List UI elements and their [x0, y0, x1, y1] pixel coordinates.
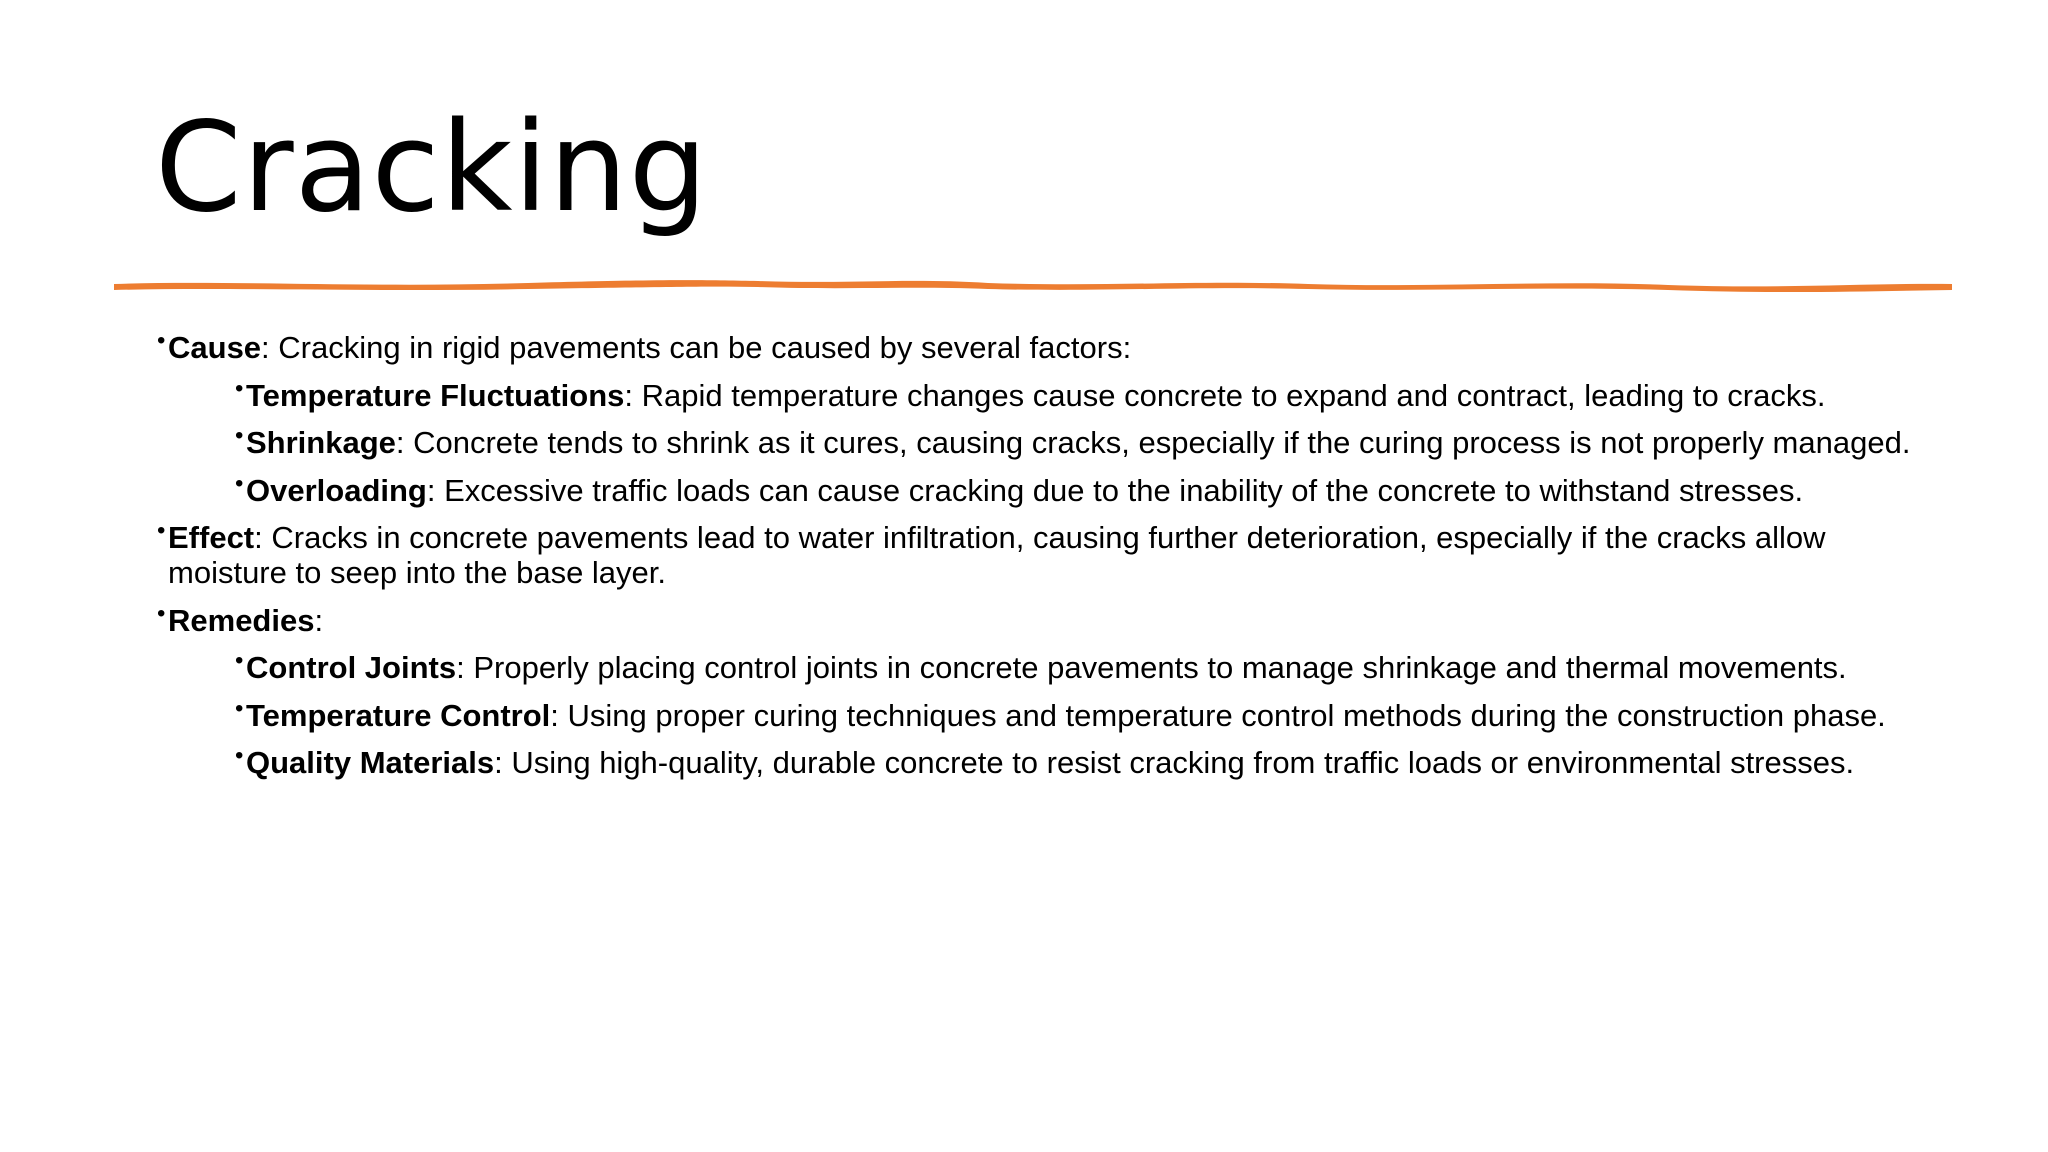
bullet-text: : Properly placing control joints in concrete pavements to manage shrinkage and thermal movements.	[456, 650, 1847, 685]
bullet-glyph: •	[235, 374, 244, 402]
bullet-text: : Cracking in rigid pavements can be caused by several factors:	[261, 330, 1132, 365]
bullet-item-level-2	[235, 742, 1917, 780]
bullet-label: Effect	[168, 520, 255, 555]
bullet-label: Quality Materials	[246, 745, 495, 780]
bullet-text: : Excessive traffic loads can cause cracking due to the inability of the concrete to withstand stresses.	[426, 472, 1804, 508]
bullet-text: : Using proper curing techniques and temperature control methods during the construction phase.	[550, 697, 1886, 733]
bullet-text: : Using high-quality, durable concrete to resist cracking from traffic loads or environmental stresses.	[494, 745, 1855, 780]
bullet-item-level-1	[157, 599, 1917, 638]
slide-title: Cracking	[155, 96, 709, 240]
bullet-text: : Concrete tends to shrink as it cures, causing cracks, especially if the curing process is not properly managed.	[395, 425, 1911, 460]
title-underline-brush-stroke	[108, 268, 1958, 302]
bullet-glyph: •	[235, 742, 244, 769]
bullet-label: Temperature Control	[246, 697, 551, 733]
bullet-glyph: •	[157, 599, 166, 627]
bullet-text: : Cracks in concrete pavements lead to water infiltration, causing further deterioration, especially if the cracks allow moisture to seep into the base layer.	[168, 520, 1826, 590]
bullet-label: Control Joints	[246, 650, 457, 685]
bullet-label: Shrinkage	[246, 425, 396, 460]
bullet-glyph: •	[235, 469, 244, 497]
bullet-text: :	[314, 602, 324, 638]
bullet-item-level-2	[235, 469, 1917, 508]
bullet-glyph: •	[157, 517, 166, 544]
bullet-item-level-2	[235, 374, 1917, 413]
bullet-item-level-2	[235, 647, 1917, 685]
bullet-item-level-2	[235, 694, 1917, 733]
bullet-label: Overloading	[246, 472, 427, 508]
bullet-glyph: •	[157, 327, 166, 354]
bullet-glyph: •	[235, 422, 244, 449]
bullet-item-level-1	[157, 517, 1917, 590]
brush-stroke-path	[114, 280, 1952, 292]
bullet-label: Temperature Fluctuations	[246, 377, 625, 413]
bullet-glyph: •	[235, 647, 244, 674]
bullet-text: : Rapid temperature changes cause concrete to expand and contract, leading to cracks.	[624, 377, 1826, 413]
bullet-label: Cause	[168, 330, 262, 365]
bullet-list	[157, 327, 1917, 793]
bullet-glyph: •	[235, 694, 244, 722]
bullet-label: Remedies	[168, 602, 315, 638]
bullet-item-level-2	[235, 422, 1917, 460]
bullet-item-level-1	[157, 327, 1917, 365]
